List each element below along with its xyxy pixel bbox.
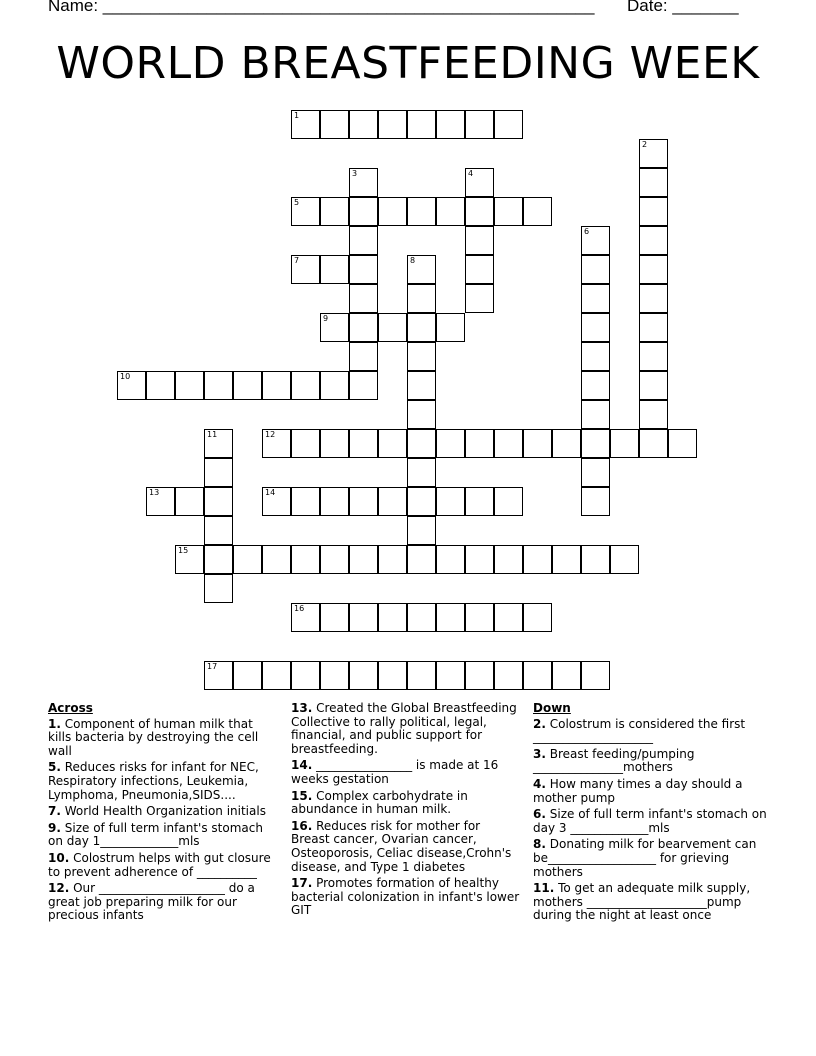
grid-cell[interactable] — [117, 371, 146, 400]
grid-cell[interactable] — [581, 313, 610, 342]
clue-number: 6 — [584, 227, 590, 236]
grid-cell[interactable] — [262, 487, 291, 516]
grid-cell[interactable] — [349, 603, 378, 632]
grid-cell[interactable] — [378, 661, 407, 690]
grid-cell[interactable] — [349, 255, 378, 284]
grid-cell[interactable] — [465, 168, 494, 197]
grid-cell[interactable] — [291, 197, 320, 226]
grid-cell[interactable] — [639, 139, 668, 168]
clue-across-10: 10. Colostrum helps with gut closure to prevent adherence of __________ — [48, 850, 271, 879]
across-clues-column-1 — [48, 702, 276, 926]
grid-cell[interactable] — [349, 168, 378, 197]
clue-across-1: 1. Component of human milk that kills bacteria by destroying the cell wall — [48, 716, 259, 758]
grid-cell[interactable] — [436, 487, 465, 516]
clue-number: 14 — [265, 488, 276, 497]
grid-cell[interactable] — [581, 661, 610, 690]
grid-cell[interactable] — [204, 429, 233, 458]
grid-cell[interactable] — [465, 110, 494, 139]
grid-cell[interactable] — [320, 603, 349, 632]
grid-cell[interactable] — [581, 342, 610, 371]
grid-cell[interactable] — [610, 545, 639, 574]
grid-cell[interactable] — [581, 284, 610, 313]
grid-cell[interactable] — [581, 429, 610, 458]
grid-cell[interactable] — [320, 197, 349, 226]
grid-cell[interactable] — [639, 226, 668, 255]
grid-cell[interactable] — [407, 371, 436, 400]
grid-cell[interactable] — [378, 313, 407, 342]
grid-cell[interactable] — [291, 371, 320, 400]
clue-across-14: 14. ________________ is made at 16 weeks gestation — [291, 758, 499, 786]
clue-down-4: 4. How many times a day should a mother pump — [533, 776, 743, 805]
grid-cell[interactable] — [407, 603, 436, 632]
grid-cell[interactable] — [378, 603, 407, 632]
grid-cell[interactable] — [320, 487, 349, 516]
grid-cell[interactable] — [291, 429, 320, 458]
grid-cell[interactable] — [320, 255, 349, 284]
across-heading: Across — [48, 701, 93, 715]
grid-cell[interactable] — [639, 313, 668, 342]
grid-cell[interactable] — [639, 197, 668, 226]
clue-number: 1 — [294, 111, 300, 120]
grid-cell[interactable] — [320, 371, 349, 400]
grid-cell[interactable] — [349, 197, 378, 226]
name-field-label[interactable]: Name: ____________________________________________________ — [48, 0, 595, 15]
grid-cell[interactable] — [407, 197, 436, 226]
grid-cell[interactable] — [320, 429, 349, 458]
grid-cell[interactable] — [233, 661, 262, 690]
grid-cell[interactable] — [204, 574, 233, 603]
grid-cell[interactable] — [639, 429, 668, 458]
grid-cell[interactable] — [175, 545, 204, 574]
grid-cell[interactable] — [204, 661, 233, 690]
clue-number: 10 — [120, 372, 131, 381]
grid-cell[interactable] — [320, 313, 349, 342]
grid-cell[interactable] — [407, 110, 436, 139]
page-title: WORLD BREASTFEEDING WEEK — [56, 38, 760, 89]
grid-cell[interactable] — [349, 313, 378, 342]
grid-cell[interactable] — [204, 516, 233, 545]
grid-cell[interactable] — [465, 197, 494, 226]
clue-across-17: 17. Promotes formation of healthy bacterial colonization in infant's lower GIT — [291, 876, 520, 918]
clue-across-9: 9. Size of full term infant's stomach on day 1_____________mls — [48, 820, 263, 849]
clue-number: 2 — [642, 140, 648, 149]
grid-cell[interactable] — [436, 313, 465, 342]
grid-cell[interactable] — [407, 661, 436, 690]
clue-number: 16 — [294, 604, 305, 613]
grid-cell[interactable] — [436, 661, 465, 690]
grid-cell[interactable] — [610, 429, 639, 458]
grid-cell[interactable] — [233, 545, 262, 574]
grid-cell[interactable] — [436, 603, 465, 632]
clue-down-2: 2. Colostrum is considered the first ____________________ — [533, 716, 746, 745]
grid-cell[interactable] — [320, 110, 349, 139]
grid-cell[interactable] — [407, 255, 436, 284]
clue-down-3: 3. Breast feeding/pumping _______________mothers — [533, 746, 695, 775]
grid-cell[interactable] — [291, 255, 320, 284]
grid-cell[interactable] — [494, 545, 523, 574]
clue-number: 4 — [468, 169, 474, 178]
grid-cell[interactable] — [349, 110, 378, 139]
grid-cell[interactable] — [204, 371, 233, 400]
grid-cell[interactable] — [291, 110, 320, 139]
grid-cell[interactable] — [407, 545, 436, 574]
grid-cell[interactable] — [146, 371, 175, 400]
grid-cell[interactable] — [291, 661, 320, 690]
grid-cell[interactable] — [204, 545, 233, 574]
grid-cell[interactable] — [552, 545, 581, 574]
grid-cell[interactable] — [378, 429, 407, 458]
grid-cell[interactable] — [262, 371, 291, 400]
grid-cell[interactable] — [349, 226, 378, 255]
grid-cell[interactable] — [378, 545, 407, 574]
grid-cell[interactable] — [581, 226, 610, 255]
grid-cell[interactable] — [291, 603, 320, 632]
grid-cell[interactable] — [407, 487, 436, 516]
grid-cell[interactable] — [378, 487, 407, 516]
grid-cell[interactable] — [581, 255, 610, 284]
grid-cell[interactable] — [523, 603, 552, 632]
grid-cell[interactable] — [639, 284, 668, 313]
grid-cell[interactable] — [407, 400, 436, 429]
clue-number: 5 — [294, 198, 300, 207]
grid-cell[interactable] — [407, 342, 436, 371]
grid-cell[interactable] — [407, 284, 436, 313]
grid-cell[interactable] — [262, 661, 291, 690]
grid-cell[interactable] — [349, 371, 378, 400]
grid-cell[interactable] — [552, 429, 581, 458]
grid-cell[interactable] — [494, 110, 523, 139]
clue-number: 17 — [207, 662, 218, 671]
grid-cell[interactable] — [639, 168, 668, 197]
clue-across-7: 7. World Health Organization initials — [48, 804, 266, 819]
grid-cell[interactable] — [349, 429, 378, 458]
grid-cell[interactable] — [378, 110, 407, 139]
grid-cell[interactable] — [494, 661, 523, 690]
grid-cell[interactable] — [465, 255, 494, 284]
grid-cell[interactable] — [204, 458, 233, 487]
grid-cell[interactable] — [465, 661, 494, 690]
date-field-label[interactable]: Date: _______ — [627, 0, 739, 15]
grid-cell[interactable] — [436, 110, 465, 139]
grid-cell[interactable] — [581, 545, 610, 574]
clue-number: 13 — [149, 488, 160, 497]
clue-across-13: 13. Created the Global Breastfeeding Collective to rally political, legal, financial, and public support for breastfeeding. — [291, 701, 517, 756]
grid-cell[interactable] — [581, 400, 610, 429]
grid-cell[interactable] — [349, 661, 378, 690]
grid-cell[interactable] — [291, 545, 320, 574]
grid-cell[interactable] — [349, 487, 378, 516]
grid-cell[interactable] — [465, 487, 494, 516]
grid-cell[interactable] — [436, 429, 465, 458]
grid-cell[interactable] — [204, 487, 233, 516]
clue-number: 12 — [265, 430, 276, 439]
grid-cell[interactable] — [436, 197, 465, 226]
grid-cell[interactable] — [465, 284, 494, 313]
clue-number: 11 — [207, 430, 218, 439]
down-clues-column — [533, 702, 771, 926]
grid-cell[interactable] — [494, 487, 523, 516]
clue-number: 3 — [352, 169, 358, 178]
grid-cell[interactable] — [407, 516, 436, 545]
grid-cell[interactable] — [465, 429, 494, 458]
grid-cell[interactable] — [262, 545, 291, 574]
grid-cell[interactable] — [581, 458, 610, 487]
grid-cell[interactable] — [465, 226, 494, 255]
grid-cell[interactable] — [349, 342, 378, 371]
clue-number: 9 — [323, 314, 329, 323]
down-heading: Down — [533, 701, 571, 715]
clue-down-8: 8. Donating milk for bearvement can be__________________ for grieving mothers — [533, 837, 757, 879]
grid-cell[interactable] — [668, 429, 697, 458]
grid-cell[interactable] — [349, 545, 378, 574]
grid-cell[interactable] — [320, 661, 349, 690]
grid-cell[interactable] — [581, 487, 610, 516]
grid-cell[interactable] — [494, 429, 523, 458]
grid-cell[interactable] — [146, 487, 175, 516]
clue-down-6: 6. Size of full term infant's stomach on day 3 _____________mls — [533, 807, 767, 835]
grid-cell[interactable] — [407, 313, 436, 342]
grid-cell[interactable] — [378, 197, 407, 226]
across-clues-column-2 — [291, 702, 521, 921]
grid-cell[interactable] — [639, 400, 668, 429]
clue-across-12: 12. Our _____________________ do a great job preparing milk for our precious infants — [48, 881, 255, 923]
grid-cell[interactable] — [407, 429, 436, 458]
grid-cell[interactable] — [175, 371, 204, 400]
grid-cell[interactable] — [291, 487, 320, 516]
grid-cell[interactable] — [407, 458, 436, 487]
grid-cell[interactable] — [233, 371, 262, 400]
grid-cell[interactable] — [639, 371, 668, 400]
grid-cell[interactable] — [175, 487, 204, 516]
clue-across-5: 5. Reduces risks for infant for NEC, Respiratory infections, Leukemia, Lymphoma, Pneumonia,SIDS.... — [48, 760, 259, 802]
grid-cell[interactable] — [523, 661, 552, 690]
grid-cell[interactable] — [494, 603, 523, 632]
grid-cell[interactable] — [639, 255, 668, 284]
grid-cell[interactable] — [523, 429, 552, 458]
grid-cell[interactable] — [581, 371, 610, 400]
grid-cell[interactable] — [262, 429, 291, 458]
clue-across-15: 15. Complex carbohydrate in abundance in human milk. — [291, 788, 468, 817]
grid-cell[interactable] — [320, 545, 349, 574]
clue-number: 7 — [294, 256, 300, 265]
grid-cell[interactable] — [465, 545, 494, 574]
grid-cell[interactable] — [523, 545, 552, 574]
clue-number: 8 — [410, 256, 416, 265]
grid-cell[interactable] — [552, 661, 581, 690]
grid-cell[interactable] — [523, 197, 552, 226]
grid-cell[interactable] — [494, 197, 523, 226]
clue-across-16: 16. Reduces risk for mother for Breast cancer, Ovarian cancer, Osteoporosis, Celiac disease,Crohn's disease, and Type 1 diabetes — [291, 818, 512, 874]
clue-down-11: 11. To get an adequate milk supply, mothers ____________________pump during the night at least once — [533, 881, 751, 923]
grid-cell[interactable] — [436, 545, 465, 574]
grid-cell[interactable] — [349, 284, 378, 313]
grid-cell[interactable] — [639, 342, 668, 371]
grid-cell[interactable] — [465, 603, 494, 632]
clue-number: 15 — [178, 546, 189, 555]
